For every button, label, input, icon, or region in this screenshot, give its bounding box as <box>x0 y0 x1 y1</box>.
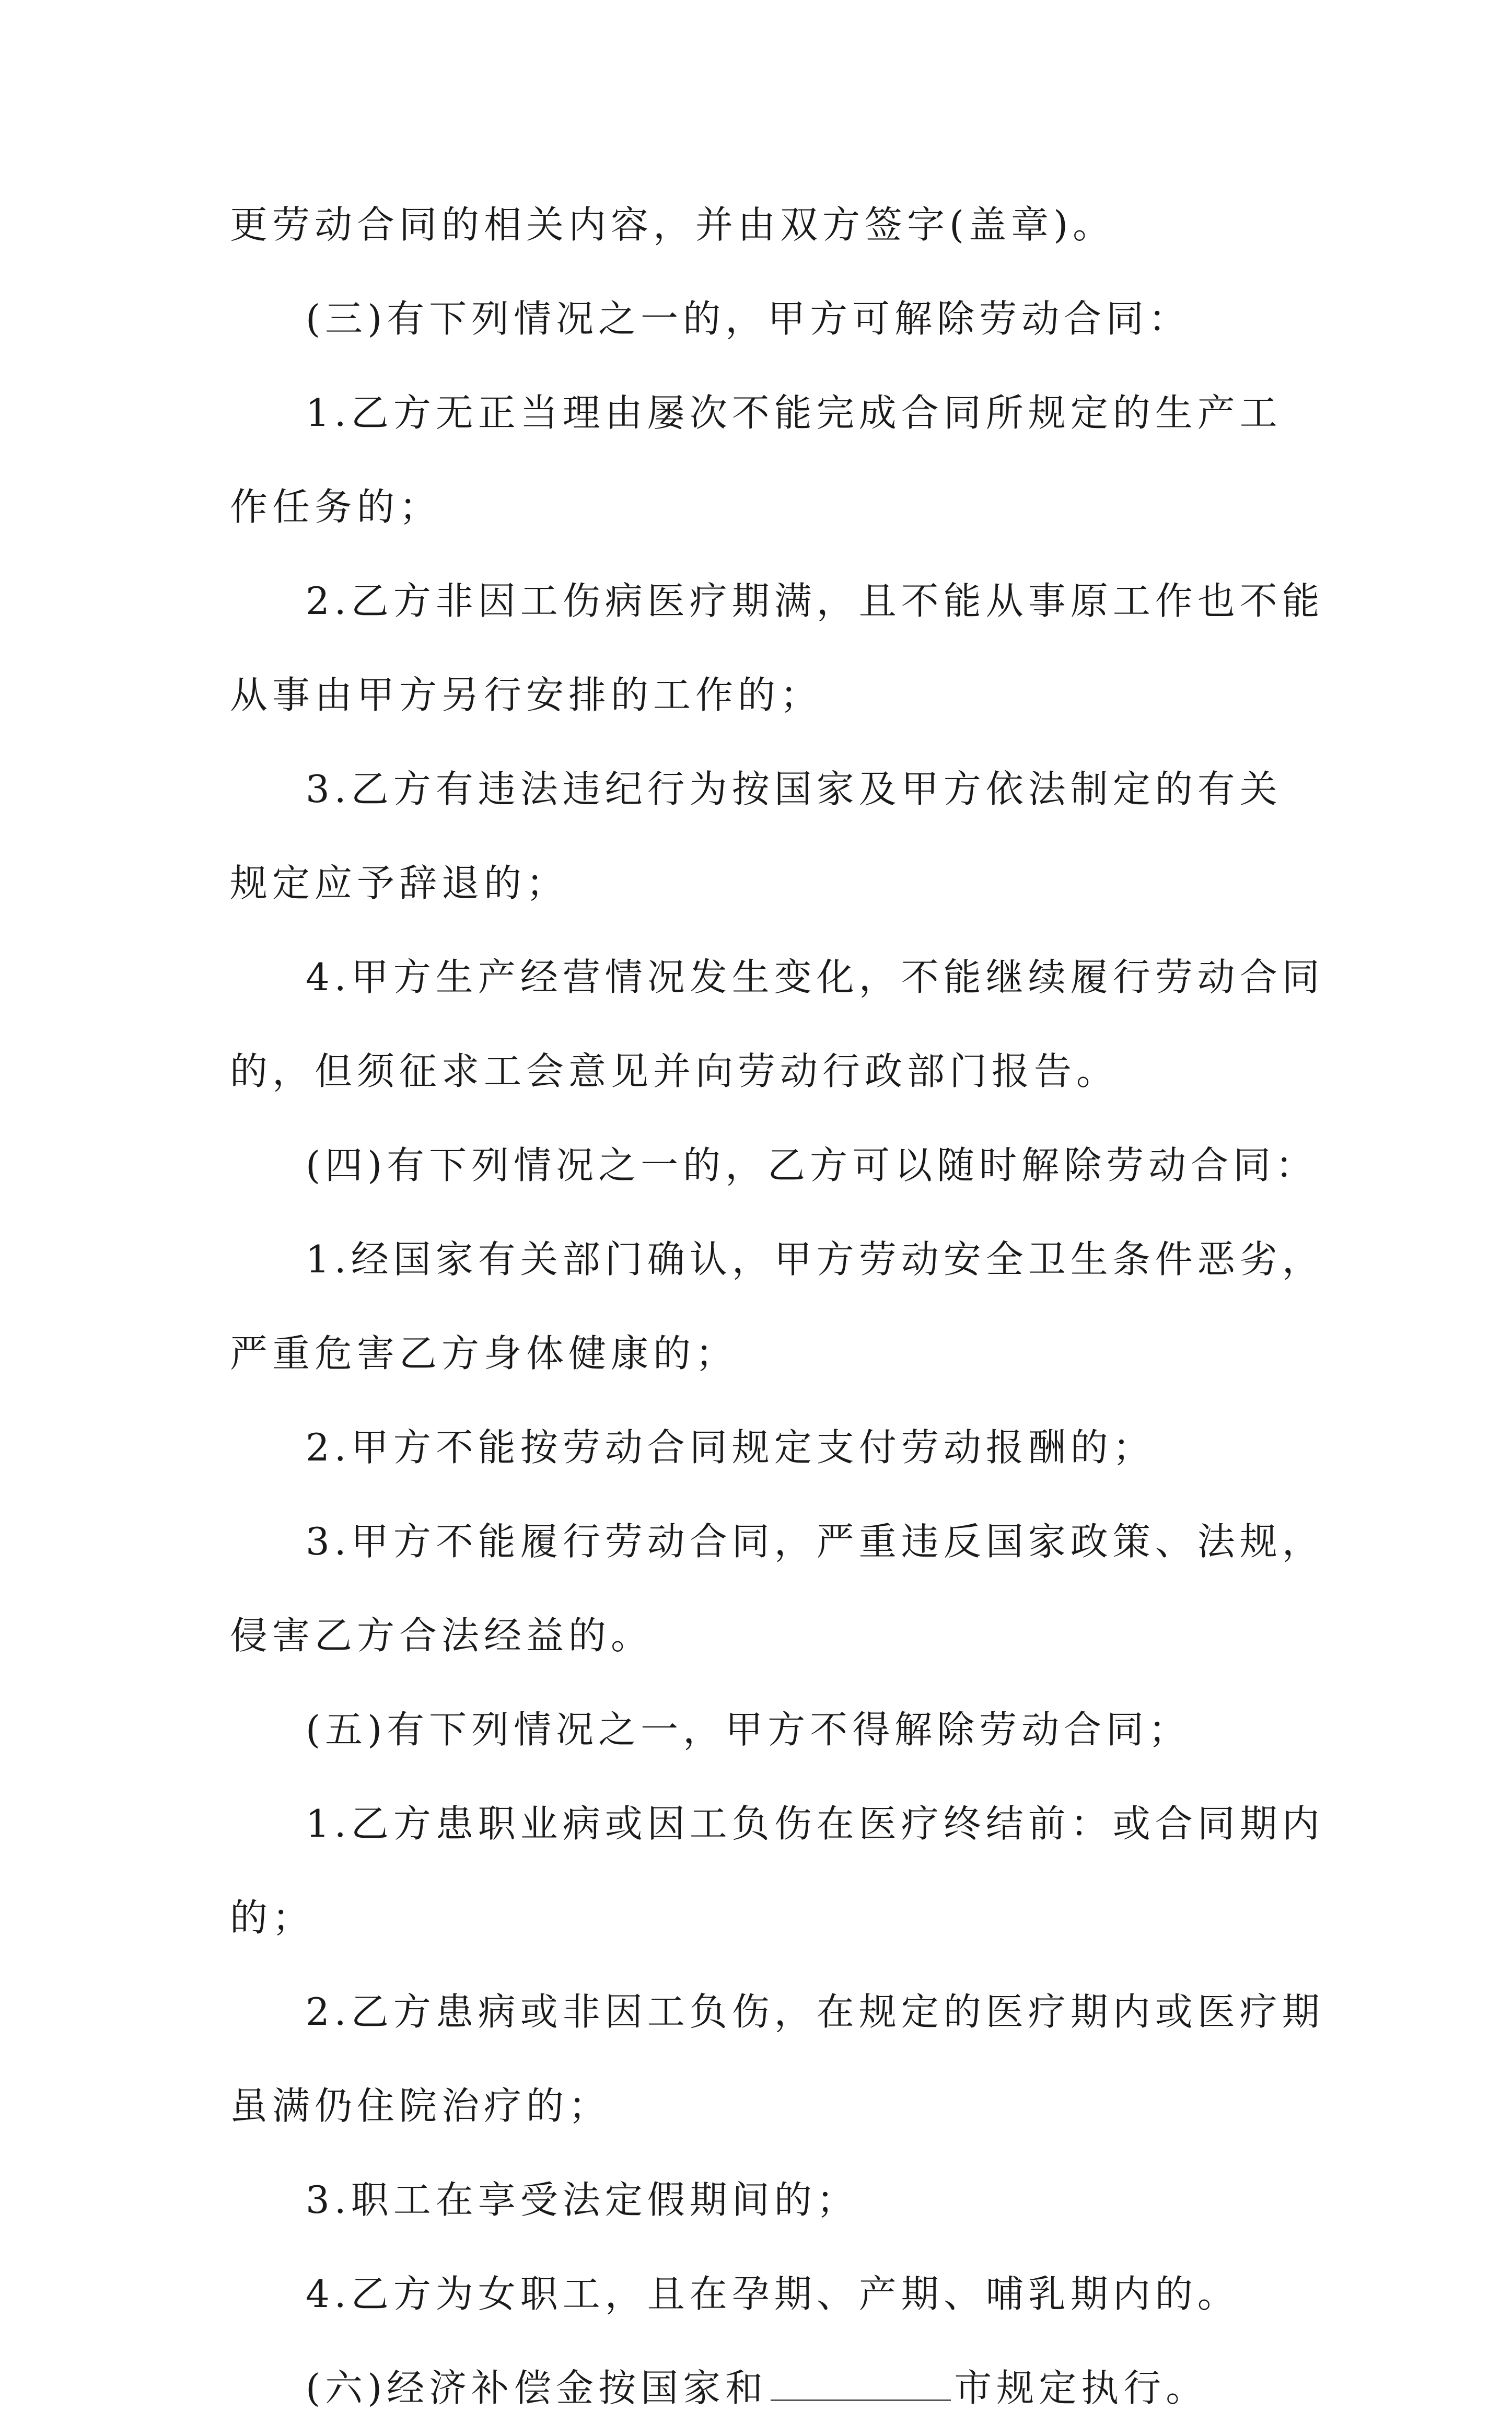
clause-six-line <box>230 2341 1290 2435</box>
text-line: 3.职工在享受法定假期间的； <box>306 2178 859 2222</box>
document-body <box>230 178 1324 2435</box>
text-line: 侵害乙方合法经益的。 <box>230 1614 654 1657</box>
clause-six-text-before: (六)经济补偿金按国家和 <box>306 2366 768 2410</box>
text-line: 1.乙方患职业病或因工负伤在医疗终结前：或合同期内 <box>306 1802 1324 1846</box>
text-line: 的，但须征求工会意见并向劳动行政部门报告。 <box>230 1049 1119 1093</box>
text-line: (四)有下列情况之一的，乙方可以随时解除劳动合同： <box>306 1143 1318 1187</box>
text-line: (五)有下列情况之一，甲方不得解除劳动合同； <box>306 1708 1191 1752</box>
text-line: 2.甲方不能按劳动合同规定支付劳动报酬的； <box>306 1425 1155 1469</box>
text-line: 4.乙方为女职工，且在孕期、产期、哺乳期内的。 <box>306 2272 1240 2316</box>
text-line: 1.乙方无正当理由屡次不能完成合同所规定的生产工 <box>306 391 1282 435</box>
text-line: (三)有下列情况之一的，甲方可解除劳动合同： <box>306 297 1191 341</box>
text-line: 规定应予辞退的； <box>230 861 569 905</box>
text-line: 2.乙方患病或非因工负伤，在规定的医疗期内或医疗期 <box>306 1990 1324 2034</box>
text-line: 2.乙方非因工伤病医疗期满，且不能从事原工作也不能 <box>306 579 1324 623</box>
text-line: 3.甲方不能履行劳动合同，严重违反国家政策、法规， <box>306 1520 1324 1563</box>
fill-in-blank[interactable] <box>771 2369 951 2401</box>
text-line: 3.乙方有违法违纪行为按国家及甲方依法制定的有关 <box>306 767 1282 811</box>
text-line: 作任务的； <box>230 485 442 529</box>
text-line: 1.经国家有关部门确认，甲方劳动安全卫生条件恶劣， <box>306 1237 1324 1281</box>
clause-six-text-after: 市规定执行。 <box>954 2366 1208 2410</box>
text-line: 严重危害乙方身体健康的； <box>230 1331 738 1375</box>
text-line: 更劳动合同的相关内容，并由双方签字(盖章)。 <box>230 203 1115 247</box>
text-line: 从事由甲方另行安排的工作的； <box>230 673 823 717</box>
text-line: 虽满仍住院治疗的； <box>230 2084 611 2128</box>
text-line: 4.甲方生产经营情况发生变化，不能继续履行劳动合同 <box>306 955 1324 999</box>
text-line: 的； <box>230 1896 315 1940</box>
